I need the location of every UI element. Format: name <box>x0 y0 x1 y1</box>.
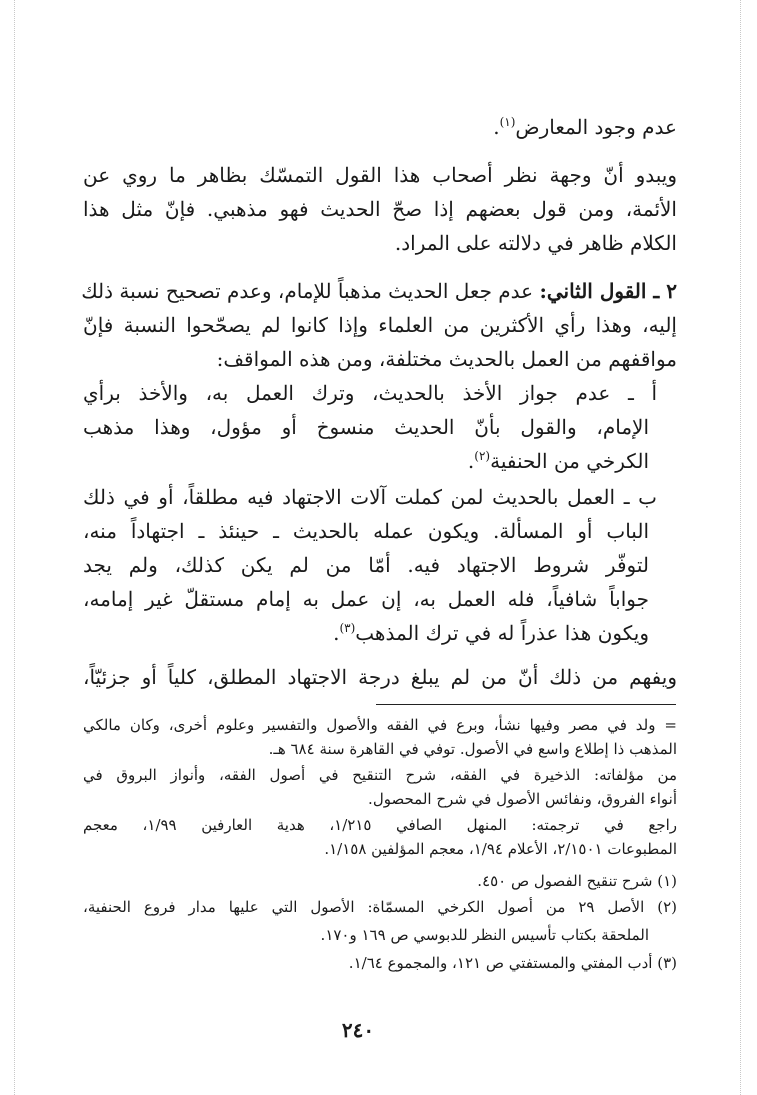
body-text: . <box>467 449 475 473</box>
item-a-line-3 <box>83 448 649 477</box>
footnote-continued-line-4: أنواء الفروق، ونفائس الأصول في شرح المحصول. <box>368 790 677 808</box>
item-b-line-4: جواباً شافياً، فله العمل به، إن عمل به إمام مستقلّ غير إمامه، <box>83 587 649 611</box>
item-b-line-5 <box>83 620 649 649</box>
footnote-marker-2: (٢) <box>474 449 491 463</box>
body-text: . <box>493 115 500 139</box>
footnote-2-line-2: الملحقة بكتاب تأسيس النظر للدبوسي ص ١٦٩ و١٧٠. <box>320 926 649 944</box>
item-b-line-3: لتوفّر شروط الاجتهاد فيه. أمّا من لم يكن كذلك، ولم يجد <box>83 553 649 577</box>
footnote-separator <box>376 704 676 705</box>
item-b-line-2: الباب أو المسألة. ويكون عمله بالحديث ـ حينئذ ـ اجتهاداً منه، <box>83 519 649 543</box>
paragraph-3-line-2: إليه، وهذا رأي الأكثرين من العلماء وإذا كانوا لم يصحّحوا النسبة فإنّ <box>83 313 677 337</box>
footnote-continued-line-5: راجع في ترجمته: المنهل الصافي ١/٢١٥، هدية العارفين ١/٩٩، معجم <box>83 816 677 834</box>
body-text: عدم وجود المعارض <box>515 115 677 139</box>
footnote-continued-line-1: = ولد في مصر وفيها نشأ، وبرع في الفقه والأصول والتفسير وعلوم أخرى، وكان مالكي <box>83 716 677 734</box>
footnote-continued-line-2: المذهب ذا إطلاع واسع في الأصول. توفي في القاهرة سنة ٦٨٤ هـ. <box>268 740 677 758</box>
item-a-line-1: أ ـ عدم جواز الأخذ بالحديث، وترك العمل به، والأخذ برأي <box>83 381 657 405</box>
paragraph-1-line <box>83 114 677 143</box>
body-text: الكرخي من الحنفية <box>490 449 649 473</box>
body-text: . <box>333 621 340 645</box>
footnote-2-line-1: (٢) الأصل ٢٩ من أصول الكرخي المسمّاة: الأصول التي عليها مدار فروع الحنفية، <box>83 898 677 916</box>
paragraph-2-line-3: الكلام ظاهر في دلالته على المراد. <box>394 231 677 255</box>
page-edge-right <box>740 0 742 1095</box>
page-number: ٢٤٠ <box>341 1018 375 1042</box>
paragraph-3-line-3: مواقفهم من العمل بالحديث مختلفة، ومن هذه المواقف: <box>216 347 677 371</box>
paragraph-2-line-2: الأئمة، ومن قول بعضهم إذا صحّ الحديث فهو مذهبي. فإنّ مثل هذا <box>83 197 677 221</box>
footnote-continued-line-3: من مؤلفاته: الذخيرة في الفقه، شرح التنقيح في أصول الفقه، وأنواز البروق في <box>83 766 677 784</box>
paragraph-2-line-1: ويبدو أنّ وجهة نظر أصحاب هذا القول التمسّك بظاهر ما روي عن <box>83 163 677 187</box>
item-a-line-2: الإمام، والقول بأنّ الحديث منسوخ أو مؤول، وهذا مذهب <box>83 415 649 439</box>
body-text: عدم جعل الحديث مذهباً للإمام، وعدم تصحيح نسبة ذلك <box>81 279 534 303</box>
footnote-marker-3: (٣) <box>339 621 356 635</box>
footnote-continued-line-6: المطبوعات ٢/١٥٠١، الأعلام ١/٩٤، معجم المؤلفين ١/١٥٨. <box>324 840 677 858</box>
item-b-line-1: ب ـ العمل بالحديث لمن كملت آلات الاجتهاد فيه مطلقاً، أو في ذلك <box>83 485 657 509</box>
page-edge-left <box>14 0 16 1095</box>
footnote-3: (٣) أدب المفتي والمستفتي ص ١٢١، والمجموع ١/٦٤. <box>348 954 677 972</box>
section-heading: ٢ ـ القول الثاني: <box>539 279 677 303</box>
paragraph-3-line-1 <box>83 278 677 304</box>
paragraph-4-line-1: ويفهم من ذلك أنّ من لم يبلغ درجة الاجتهاد المطلق، كلياً أو جزئيّاً، <box>83 665 677 689</box>
footnote-1: (١) شرح تنقيح الفصول ص ٤٥٠. <box>477 872 677 890</box>
body-text: ويكون هذا عذراً له في ترك المذهب <box>355 621 649 645</box>
footnote-marker-1: (١) <box>499 115 516 129</box>
